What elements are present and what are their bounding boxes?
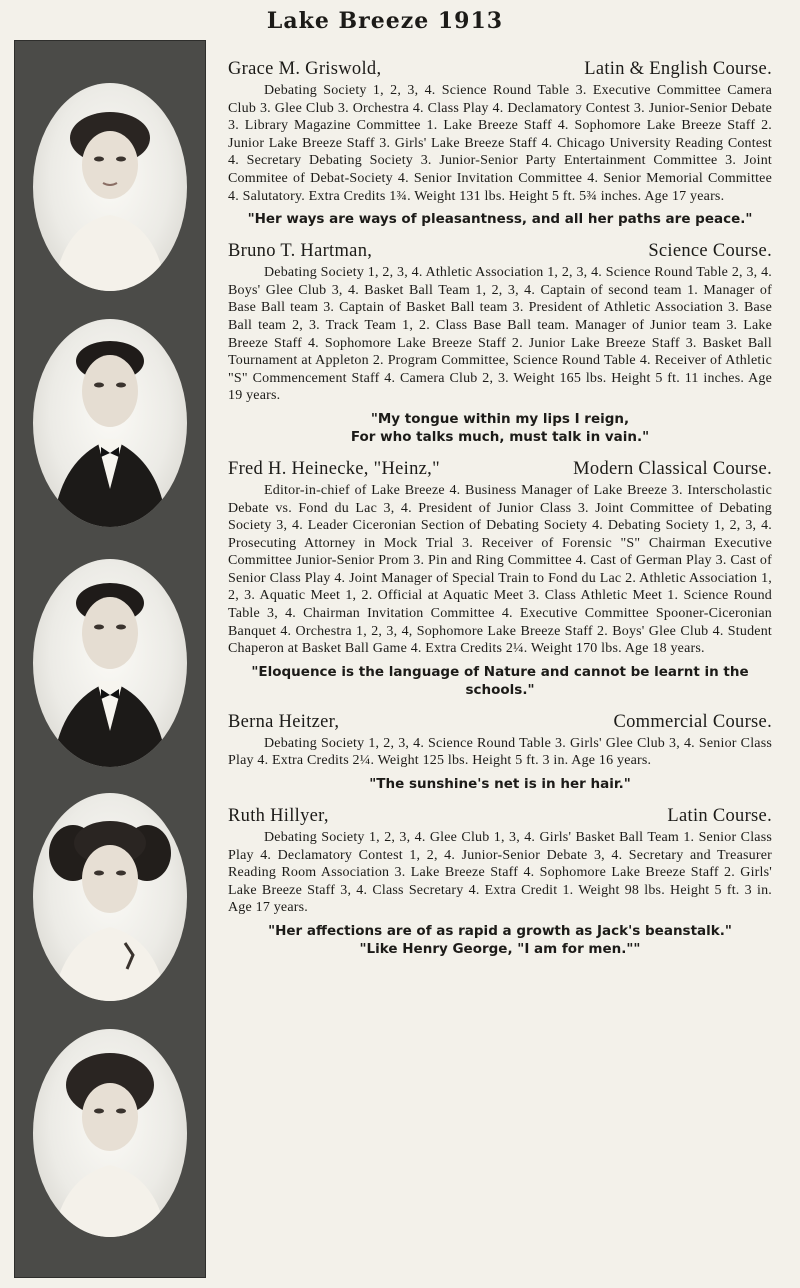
activities-text: Debating Society 1, 2, 3, 4. Athletic Association 1, 2, 3, 4. Science Round Table 2, 3, 4. Boys' Glee Club 3, 4. Basket Ball Team 1, 2, 3, 4. Captain of second team 1. Manager of Base Ball team 3. Captain of Basket Ball team 3. President of Athletic Association 3. Base Ball team 2, 3. Track Team 1, 2. Class Base Ball team. Manager of Junior team 3. Lake Breeze Staff 4. Sophomore Lake Breeze Staff 2. Junior Lake Breeze Staff 3. Basket Ball Tournament at Appleton 2. Program Committee, Science Round Table 4. Receiver of Athletic "S" Commencement Staff 4. Camera Club 2, 3. Weight 165 lbs. Height 5 ft. 11 inches. Age 19 years. [228,265,772,404]
student-name: Berna Heitzer, [228,711,340,732]
portrait-man-icon [33,559,187,767]
quote-text: "The sunshine's net is in her hair." [369,776,631,793]
senior-entry [228,240,772,446]
course-name: Science Course. [648,241,772,262]
portrait-photo [33,793,187,1001]
portrait-woman-icon [33,793,187,1001]
entry-header [228,240,772,262]
course-name: Modern Classical Course. [573,458,772,479]
student-name: Ruth Hillyer, [228,806,329,827]
quote-text: "Her ways are ways of pleasantness, and all her paths are peace." [247,211,753,228]
activities-text: Debating Society 1, 2, 3, 4. Science Round Table 3. Executive Committee Camera Club 3. Glee Club 3. Orchestra 4. Class Play 4. Declamatory Contest 3. Junior-Senior Debate 3. Library Magazine Committee 1. Lake Breeze Staff 4. Sophomore Lake Breeze Staff 2. Junior Lake Breeze Staff 3. Girls' Lake Breeze Staff 4. Chicago University Reading Contest 4. Secretary Debating Society 3. Junior-Senior Party Entertainment Committee 3. Joint Commitee of Debat-Society 4. Senior Invitation Committee 4. Senior Memorial Committee 4. Salutatory. Extra Credits 1¾. Weight 131 lbs. Height 5 ft. 5¾ inches. Age 17 years. [228,83,772,204]
entry-header [228,711,772,733]
student-name: Bruno T. Hartman, [228,241,373,262]
student-name: Fred H. Heinecke, "Heinz," [228,458,440,479]
senior-entry [228,58,772,228]
senior-entry [228,458,772,699]
portrait-photo [33,83,187,291]
senior-entry [228,711,772,793]
student-name: Grace M. Griswold, [228,59,382,79]
entry-header [228,805,772,827]
quote-text: "Her affections are of as rapid a growth as Jack's beanstalk." "Like Henry George, "I am for men."" [268,923,732,957]
entry-header [228,458,772,480]
portrait-photo [33,1029,187,1237]
activities-text: Debating Society 1, 2, 3, 4. Science Round Table 3. Girls' Glee Club 3, 4. Senior Class Play 4. Extra Credits 2¼. Weight 125 lbs. Height 5 ft. 3 in. Age 16 years. [228,735,772,769]
portrait-woman-icon [33,1029,187,1237]
course-name: Latin Course. [667,806,772,827]
senior-entries [228,58,772,970]
activities-text: Editor-in-chief of Lake Breeze 4. Business Manager of Lake Breeze 3. Interscholastic Debate vs. Fond du Lac 3, 4. President of Junior Class 3. Joint Committee of Debating Society 3, 4. Leader Ciceronian Section of Debating Society 4. Debating Society 1, 2, 3, 4. Prosecuting Attorney in Mock Trial 3. Receiver of Forensic "S" Chairman Executive Committee Junior-Senior Prom 3. Pin and Ring Committee 4. Cast of German Play 3. Cast of Senior Class Play 4. Joint Manager of Special Train to Fond du Lac 2. Athletic Association 1, 2, 3. Aquatic Meet 1, 2. Official at Aquatic Meet 3. Class Athletic Meet 1. Science Round Table 3, 4. Chairman Invitation Committee 4. Executive Committee Spooner-Ciceronian Banquet 4. Orchestra 1, 2, 3, 4, Sophomore Lake Breeze Staff 2. Boys' Glee Club 4. Student Chaperon at Basket Ball Game 4. Extra Credits 2¼. Weight 170 lbs. Age 18 years. [228,482,772,657]
portrait-man-icon [33,319,187,527]
portrait-photo [33,319,187,527]
course-name: Commercial Course. [613,711,772,732]
portrait-photo [33,559,187,767]
senior-entry [228,805,772,958]
quote-text: "My tongue within my lips I reign, For who talks much, must talk in vain." [350,410,650,445]
entry-header [228,58,772,80]
photo-strip [14,40,206,1278]
page-title: Lake Breeze 1913 [266,8,504,34]
portrait-woman-icon [33,83,187,291]
quote-text: "Eloquence is the language of Nature and cannot be learnt in the schools." [251,663,749,698]
course-name: Latin & English Course. [584,59,772,79]
activities-text: Debating Society 1, 2, 3, 4. Glee Club 1, 3, 4. Girls' Basket Ball Team 1. Senior Class Play 4. Declamatory Contest 1, 2, 4. Junior-Senior Debate 3, 4. Secretary and Treasurer Reading Room Association 3. Lake Breeze Staff 4. Sophomore Lake Breeze Staff 2. Girls' Lake Breeze Staff 3, 4. Class Secretary 4. Extra Credit 1. Weight 98 lbs. Height 5 ft. 3 in. Age 17 years. [228,830,772,916]
